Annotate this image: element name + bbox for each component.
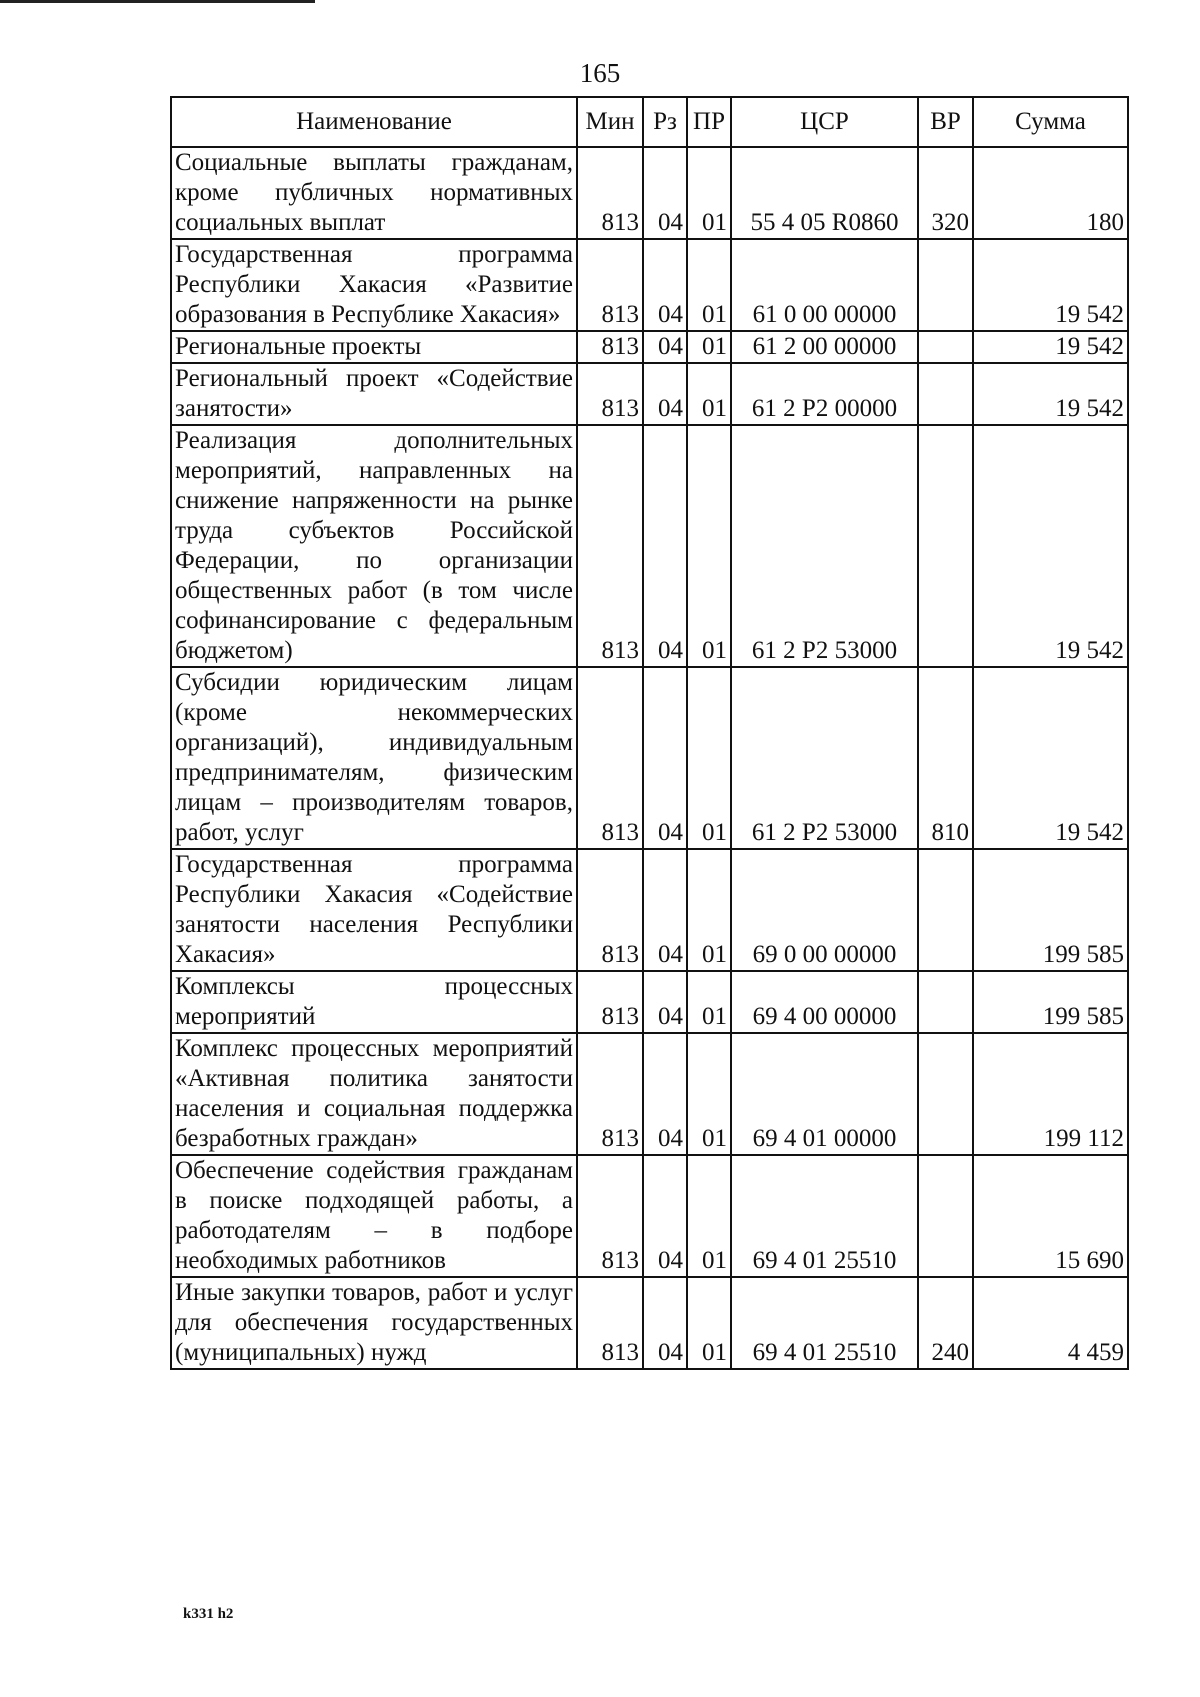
row-min: 813 [577, 239, 643, 331]
row-vr [918, 971, 973, 1033]
row-sum: 180 [973, 147, 1128, 239]
row-name: Государственная программа Республики Хакасия «Развитие образования в Республике Хакасия» [171, 239, 577, 331]
row-sum: 199 585 [973, 849, 1128, 971]
table-row [171, 971, 1128, 1033]
row-min: 813 [577, 971, 643, 1033]
row-name: Иные закупки товаров, работ и услуг для обеспечения государственных (муниципальных) нужд [171, 1277, 577, 1369]
table-row [171, 849, 1128, 971]
row-csr: 61 2 P2 00000 [731, 363, 918, 425]
row-sum: 199 112 [973, 1033, 1128, 1155]
row-vr: 810 [918, 667, 973, 849]
row-vr: 240 [918, 1277, 973, 1369]
header-vr: ВР [918, 97, 973, 147]
row-vr [918, 425, 973, 667]
row-min: 813 [577, 1277, 643, 1369]
header-row [171, 97, 1128, 147]
row-name: Субсидии юридическим лицам (кроме некоммерческих организаций), индивидуальным предпринимателям, физическим лицам – производителям товаров, работ, услуг [171, 667, 577, 849]
row-min: 813 [577, 331, 643, 363]
row-name: Реализация дополнительных мероприятий, направленных на снижение напряженности на рынке труда субъектов Российской Федерации, по организации общественных работ (в том числе софинансирование с федеральным бюджетом) [171, 425, 577, 667]
row-vr [918, 363, 973, 425]
header-csr: ЦСР [731, 97, 918, 147]
table-row [171, 1033, 1128, 1155]
row-sum: 19 542 [973, 667, 1128, 849]
table-row [171, 147, 1128, 239]
row-sum: 19 542 [973, 363, 1128, 425]
row-sum: 199 585 [973, 971, 1128, 1033]
table-header [171, 97, 1128, 147]
row-rz: 04 [643, 971, 687, 1033]
row-rz: 04 [643, 1155, 687, 1277]
row-rz: 04 [643, 331, 687, 363]
row-pr: 01 [687, 363, 731, 425]
row-min: 813 [577, 1033, 643, 1155]
row-sum: 15 690 [973, 1155, 1128, 1277]
row-pr: 01 [687, 1033, 731, 1155]
row-pr: 01 [687, 849, 731, 971]
row-rz: 04 [643, 1277, 687, 1369]
budget-table [170, 96, 1129, 1370]
row-csr: 69 4 01 25510 [731, 1155, 918, 1277]
row-csr: 61 2 P2 53000 [731, 667, 918, 849]
row-sum: 19 542 [973, 239, 1128, 331]
row-min: 813 [577, 849, 643, 971]
row-csr: 69 4 00 00000 [731, 971, 918, 1033]
table-row [171, 667, 1128, 849]
row-vr [918, 1033, 973, 1155]
header-rz: Рз [643, 97, 687, 147]
row-csr: 61 2 P2 53000 [731, 425, 918, 667]
row-csr: 61 2 00 00000 [731, 331, 918, 363]
row-csr: 69 4 01 00000 [731, 1033, 918, 1155]
header-pr: ПР [687, 97, 731, 147]
row-rz: 04 [643, 147, 687, 239]
row-vr [918, 849, 973, 971]
row-rz: 04 [643, 849, 687, 971]
row-pr: 01 [687, 425, 731, 667]
row-name: Социальные выплаты гражданам, кроме публичных нормативных социальных выплат [171, 147, 577, 239]
row-name: Обеспечение содействия гражданам в поиске подходящей работы, а работодателям – в подборе необходимых работников [171, 1155, 577, 1277]
row-pr: 01 [687, 1277, 731, 1369]
header-min: Мин [577, 97, 643, 147]
row-rz: 04 [643, 667, 687, 849]
row-pr: 01 [687, 331, 731, 363]
row-vr [918, 1155, 973, 1277]
row-rz: 04 [643, 1033, 687, 1155]
page-top-rule [0, 0, 315, 3]
footer-document-code: k331 h2 [183, 1606, 234, 1622]
row-pr: 01 [687, 667, 731, 849]
table-row [171, 1155, 1128, 1277]
row-pr: 01 [687, 1155, 731, 1277]
row-vr: 320 [918, 147, 973, 239]
row-vr [918, 239, 973, 331]
row-pr: 01 [687, 147, 731, 239]
row-pr: 01 [687, 971, 731, 1033]
row-min: 813 [577, 147, 643, 239]
row-vr [918, 331, 973, 363]
row-pr: 01 [687, 239, 731, 331]
table-row [171, 363, 1128, 425]
table-body [171, 147, 1128, 1369]
row-name: Комплексы процессных мероприятий [171, 971, 577, 1033]
row-csr: 69 4 01 25510 [731, 1277, 918, 1369]
header-sum: Сумма [973, 97, 1128, 147]
row-rz: 04 [643, 425, 687, 667]
row-csr: 55 4 05 R0860 [731, 147, 918, 239]
table-row [171, 239, 1128, 331]
row-csr: 69 0 00 00000 [731, 849, 918, 971]
row-name: Комплекс процессных мероприятий «Активная политика занятости населения и социальная поддержка безработных граждан» [171, 1033, 577, 1155]
row-name: Региональный проект «Содействие занятости» [171, 363, 577, 425]
row-name: Государственная программа Республики Хакасия «Содействие занятости населения Республики Хакасия» [171, 849, 577, 971]
row-sum: 4 459 [973, 1277, 1128, 1369]
row-rz: 04 [643, 363, 687, 425]
row-sum: 19 542 [973, 331, 1128, 363]
row-sum: 19 542 [973, 425, 1128, 667]
header-name: Наименование [171, 97, 577, 147]
page-number: 165 [579, 58, 621, 88]
row-min: 813 [577, 1155, 643, 1277]
row-min: 813 [577, 363, 643, 425]
table-row [171, 331, 1128, 363]
row-rz: 04 [643, 239, 687, 331]
table-row [171, 425, 1128, 667]
row-name: Региональные проекты [171, 331, 577, 363]
table-row [171, 1277, 1128, 1369]
row-min: 813 [577, 425, 643, 667]
row-csr: 61 0 00 00000 [731, 239, 918, 331]
row-min: 813 [577, 667, 643, 849]
